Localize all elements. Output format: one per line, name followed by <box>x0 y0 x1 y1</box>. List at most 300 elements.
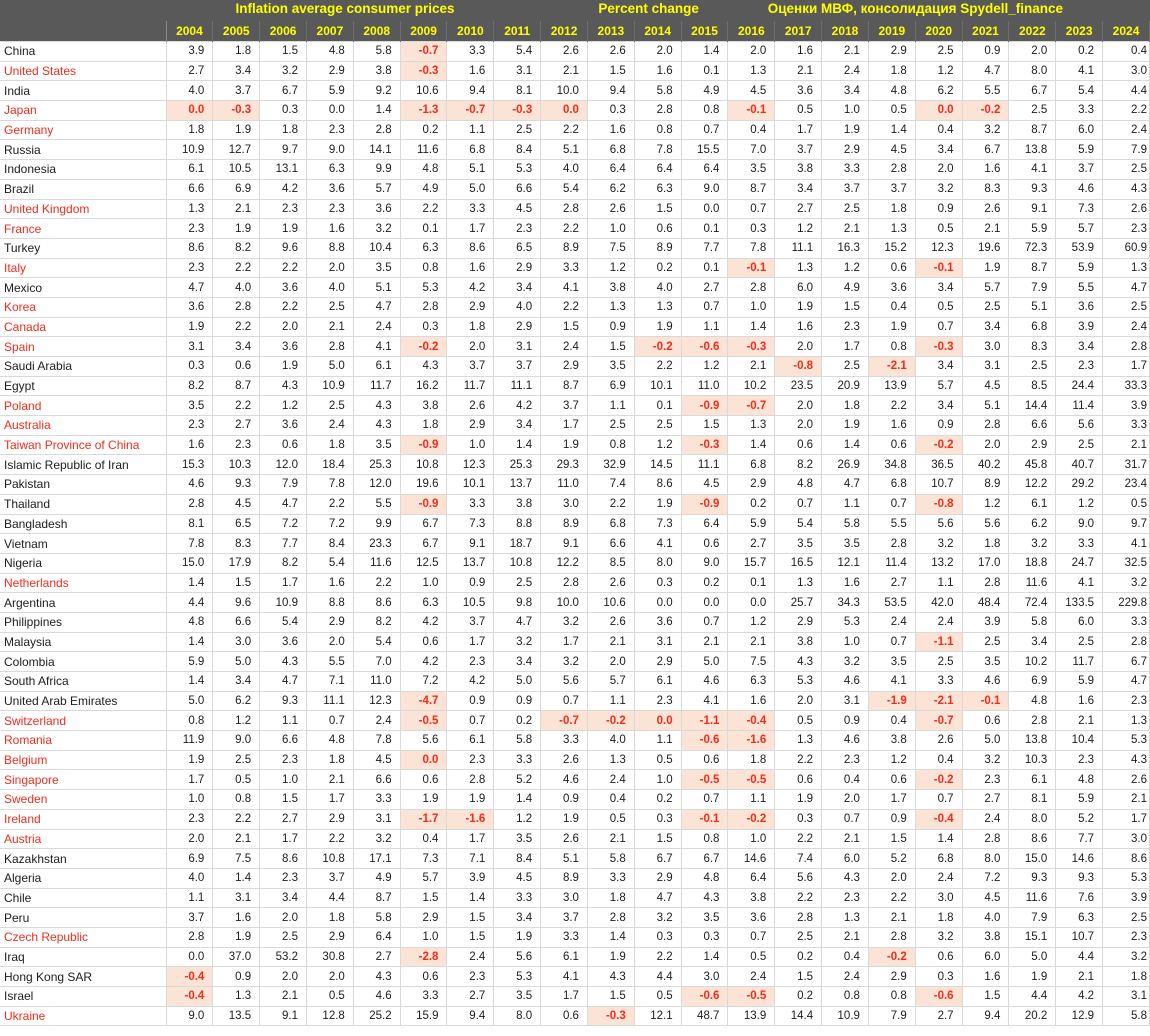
value-cell: 3.5 <box>353 435 400 455</box>
value-cell: -0.7 <box>728 396 775 416</box>
value-cell: 1.0 <box>822 632 869 652</box>
value-cell: 0.3 <box>587 101 634 121</box>
value-cell: -0.4 <box>166 967 213 987</box>
value-cell: 5.9 <box>728 514 775 534</box>
value-cell: 2.8 <box>587 908 634 928</box>
value-cell: 7.6 <box>1056 888 1103 908</box>
value-cell: 2.7 <box>962 790 1009 810</box>
value-cell: 3.4 <box>260 888 307 908</box>
value-cell: 0.0 <box>634 711 681 731</box>
value-cell: 2.8 <box>1103 337 1150 357</box>
value-cell: 12.3 <box>915 238 962 258</box>
value-cell: 7.9 <box>260 475 307 495</box>
value-cell: 1.9 <box>541 435 588 455</box>
value-cell: 2.5 <box>634 416 681 436</box>
value-cell: 13.7 <box>494 475 541 495</box>
value-cell: 1.3 <box>1103 711 1150 731</box>
value-cell: -0.6 <box>681 987 728 1007</box>
value-cell: 1.3 <box>728 61 775 81</box>
value-cell: 7.7 <box>1056 829 1103 849</box>
value-cell: -0.7 <box>541 711 588 731</box>
value-cell: 3.8 <box>775 160 822 180</box>
value-cell: 15.0 <box>1009 849 1056 869</box>
value-cell: 1.2 <box>634 435 681 455</box>
value-cell: 2.1 <box>1056 711 1103 731</box>
value-cell: 13.5 <box>213 1006 260 1026</box>
table-row <box>0 278 1150 298</box>
value-cell: 2.0 <box>728 42 775 62</box>
value-cell: 5.8 <box>634 81 681 101</box>
value-cell: 2.0 <box>306 258 353 278</box>
value-cell: 0.8 <box>868 337 915 357</box>
value-cell: 0.1 <box>681 258 728 278</box>
value-cell: -0.5 <box>681 770 728 790</box>
country-label: Hong Kong SAR <box>0 967 166 987</box>
value-cell: 5.3 <box>822 612 869 632</box>
value-cell: 3.5 <box>681 908 728 928</box>
table-row <box>0 947 1150 967</box>
value-cell: 0.6 <box>775 770 822 790</box>
value-cell: 2.9 <box>634 652 681 672</box>
value-cell: 11.1 <box>494 376 541 396</box>
value-cell: 15.1 <box>1009 927 1056 947</box>
value-cell: 10.8 <box>306 849 353 869</box>
year-header-2013: 2013 <box>587 21 634 42</box>
value-cell: 1.2 <box>260 396 307 416</box>
value-cell: 25.3 <box>353 455 400 475</box>
value-cell: 5.8 <box>822 514 869 534</box>
value-cell: 4.0 <box>541 160 588 180</box>
value-cell: 1.5 <box>260 42 307 62</box>
value-cell: 13.8 <box>1009 140 1056 160</box>
value-cell: 3.2 <box>915 179 962 199</box>
value-cell: 1.3 <box>587 750 634 770</box>
value-cell: 16.2 <box>400 376 447 396</box>
value-cell: 3.9 <box>166 42 213 62</box>
table-row <box>0 238 1150 258</box>
table-row <box>0 61 1150 81</box>
country-label: Philippines <box>0 612 166 632</box>
value-cell: 2.8 <box>634 101 681 121</box>
table-row <box>0 593 1150 613</box>
value-cell: 3.2 <box>541 652 588 672</box>
value-cell: 4.3 <box>353 967 400 987</box>
value-cell: 2.9 <box>447 297 494 317</box>
value-cell: 3.7 <box>822 179 869 199</box>
value-cell: 1.0 <box>166 790 213 810</box>
value-cell: 7.2 <box>306 514 353 534</box>
value-cell: 1.8 <box>1103 967 1150 987</box>
value-cell: 4.7 <box>634 888 681 908</box>
value-cell: 1.7 <box>1103 357 1150 377</box>
value-cell: 0.0 <box>681 199 728 219</box>
value-cell: 6.5 <box>494 238 541 258</box>
table-row <box>0 514 1150 534</box>
value-cell: 4.9 <box>353 868 400 888</box>
value-cell: 8.0 <box>494 1006 541 1026</box>
value-cell: 4.7 <box>1103 672 1150 692</box>
table-row <box>0 317 1150 337</box>
value-cell: 0.2 <box>728 494 775 514</box>
value-cell: 6.8 <box>868 475 915 495</box>
country-label: China <box>0 42 166 62</box>
value-cell: 7.5 <box>213 849 260 869</box>
value-cell: 5.3 <box>494 967 541 987</box>
value-cell: 5.4 <box>494 42 541 62</box>
value-cell: 5.8 <box>1103 1006 1150 1026</box>
value-cell: 10.2 <box>728 376 775 396</box>
value-cell: 2.3 <box>166 219 213 239</box>
value-cell: -0.5 <box>728 770 775 790</box>
value-cell: 0.2 <box>494 711 541 731</box>
value-cell: 0.3 <box>634 809 681 829</box>
value-cell: 0.6 <box>260 435 307 455</box>
value-cell: 2.5 <box>822 357 869 377</box>
country-label: Turkey <box>0 238 166 258</box>
value-cell: 1.8 <box>962 534 1009 554</box>
value-cell: 4.1 <box>634 534 681 554</box>
value-cell: 2.7 <box>213 416 260 436</box>
value-cell: 2.4 <box>728 967 775 987</box>
value-cell: 7.0 <box>353 652 400 672</box>
value-cell: 0.6 <box>681 534 728 554</box>
value-cell: 4.7 <box>494 612 541 632</box>
value-cell: 1.8 <box>728 750 775 770</box>
value-cell: 4.2 <box>447 278 494 298</box>
value-cell: 8.4 <box>494 849 541 869</box>
value-cell: 2.2 <box>306 829 353 849</box>
value-cell: 0.6 <box>915 947 962 967</box>
table-row <box>0 81 1150 101</box>
value-cell: 2.1 <box>587 632 634 652</box>
value-cell: 10.4 <box>353 238 400 258</box>
value-cell: 36.5 <box>915 455 962 475</box>
value-cell: 5.1 <box>541 140 588 160</box>
value-cell: 1.1 <box>166 888 213 908</box>
value-cell: 5.6 <box>494 947 541 967</box>
value-cell: 2.8 <box>166 927 213 947</box>
value-cell: 4.8 <box>681 868 728 888</box>
value-cell: 4.0 <box>634 278 681 298</box>
value-cell: 2.1 <box>541 61 588 81</box>
value-cell: 4.7 <box>822 475 869 495</box>
value-cell: 1.7 <box>447 219 494 239</box>
value-cell: 2.3 <box>260 868 307 888</box>
value-cell: 14.1 <box>353 140 400 160</box>
value-cell: 5.1 <box>447 160 494 180</box>
title-imf-consolidation: Оценки МВФ, консолидация Spydell_finance <box>767 1 1064 16</box>
value-cell: 1.4 <box>681 42 728 62</box>
value-cell: 2.9 <box>306 927 353 947</box>
value-cell: 8.6 <box>1009 829 1056 849</box>
value-cell: 72.3 <box>1009 238 1056 258</box>
value-cell: 4.6 <box>822 672 869 692</box>
value-cell: 5.3 <box>494 160 541 180</box>
value-cell: -0.1 <box>915 258 962 278</box>
value-cell: 2.5 <box>775 927 822 947</box>
value-cell: 5.7 <box>353 179 400 199</box>
value-cell: 1.6 <box>447 61 494 81</box>
value-cell: 6.4 <box>634 160 681 180</box>
value-cell: 1.4 <box>166 573 213 593</box>
value-cell: 6.7 <box>634 849 681 869</box>
value-cell: 15.0 <box>166 553 213 573</box>
value-cell: 18.4 <box>306 455 353 475</box>
table-row <box>0 632 1150 652</box>
value-cell: 2.6 <box>1103 770 1150 790</box>
value-cell: 3.5 <box>353 258 400 278</box>
value-cell: 1.6 <box>1056 691 1103 711</box>
table-row <box>0 612 1150 632</box>
value-cell: 1.9 <box>260 357 307 377</box>
value-cell: 2.2 <box>541 120 588 140</box>
value-cell: 8.6 <box>260 849 307 869</box>
value-cell: 4.2 <box>260 179 307 199</box>
year-header-2017: 2017 <box>775 21 822 42</box>
value-cell: 4.0 <box>213 278 260 298</box>
country-label: Colombia <box>0 652 166 672</box>
value-cell: 4.0 <box>166 868 213 888</box>
value-cell: 1.2 <box>868 750 915 770</box>
year-header-2020: 2020 <box>915 21 962 42</box>
year-header-2023: 2023 <box>1056 21 1103 42</box>
value-cell: 8.8 <box>494 514 541 534</box>
value-cell: 3.4 <box>213 672 260 692</box>
value-cell: 5.1 <box>353 278 400 298</box>
value-cell: 2.2 <box>634 357 681 377</box>
value-cell: 15.9 <box>400 1006 447 1026</box>
value-cell: 3.9 <box>1056 317 1103 337</box>
value-cell: 2.1 <box>306 770 353 790</box>
value-cell: 4.3 <box>260 376 307 396</box>
value-cell: 10.4 <box>1056 731 1103 751</box>
value-cell: 24.7 <box>1056 553 1103 573</box>
value-cell: -0.4 <box>915 809 962 829</box>
value-cell: 3.2 <box>260 61 307 81</box>
country-label: Iraq <box>0 947 166 967</box>
country-label: Algeria <box>0 868 166 888</box>
value-cell: 6.4 <box>681 514 728 534</box>
value-cell: 2.9 <box>494 258 541 278</box>
value-cell: 5.0 <box>1009 947 1056 967</box>
table-row <box>0 672 1150 692</box>
value-cell: 9.3 <box>213 475 260 495</box>
value-cell: 4.5 <box>868 140 915 160</box>
value-cell: 2.3 <box>306 120 353 140</box>
value-cell: 9.0 <box>681 179 728 199</box>
value-cell: 0.8 <box>166 711 213 731</box>
value-cell: 0.0 <box>728 593 775 613</box>
value-cell: 5.0 <box>447 179 494 199</box>
value-cell: 4.3 <box>260 652 307 672</box>
value-cell: 6.8 <box>1009 317 1056 337</box>
value-cell: 1.7 <box>775 120 822 140</box>
table-row <box>0 908 1150 928</box>
value-cell: 7.1 <box>447 849 494 869</box>
value-cell: 4.7 <box>260 672 307 692</box>
value-cell: 3.7 <box>868 179 915 199</box>
value-cell: -0.5 <box>400 711 447 731</box>
value-cell: 4.1 <box>1103 534 1150 554</box>
value-cell: 0.6 <box>775 435 822 455</box>
value-cell: -0.2 <box>587 711 634 731</box>
value-cell: 6.6 <box>260 731 307 751</box>
value-cell: 11.0 <box>353 672 400 692</box>
value-cell: 2.4 <box>353 711 400 731</box>
year-header-2004: 2004 <box>166 21 213 42</box>
country-label: Ukraine <box>0 1006 166 1026</box>
value-cell: 3.6 <box>634 612 681 632</box>
table-row <box>0 750 1150 770</box>
value-cell: 30.8 <box>306 947 353 967</box>
value-cell: 1.1 <box>634 731 681 751</box>
value-cell: 8.6 <box>353 593 400 613</box>
value-cell: 13.2 <box>915 553 962 573</box>
value-cell: 2.9 <box>1009 435 1056 455</box>
value-cell: 5.8 <box>353 42 400 62</box>
value-cell: 4.7 <box>260 494 307 514</box>
country-label: Pakistan <box>0 475 166 495</box>
value-cell: 0.9 <box>213 967 260 987</box>
value-cell: 5.5 <box>306 652 353 672</box>
value-cell: 3.1 <box>822 691 869 711</box>
value-cell: 1.3 <box>213 987 260 1007</box>
value-cell: 7.1 <box>306 672 353 692</box>
value-cell: 2.0 <box>1009 42 1056 62</box>
value-cell: 7.9 <box>1009 278 1056 298</box>
value-cell: 1.3 <box>1103 258 1150 278</box>
value-cell: 4.3 <box>775 652 822 672</box>
country-label: Switzerland <box>0 711 166 731</box>
value-cell: 7.2 <box>400 672 447 692</box>
value-cell: 0.4 <box>728 120 775 140</box>
value-cell: 3.8 <box>400 396 447 416</box>
value-cell: 5.7 <box>915 376 962 396</box>
value-cell: 12.3 <box>447 455 494 475</box>
value-cell: 0.4 <box>822 770 869 790</box>
value-cell: 6.0 <box>822 849 869 869</box>
value-cell: 0.6 <box>681 750 728 770</box>
value-cell: -2.1 <box>868 357 915 377</box>
value-cell: 2.8 <box>962 573 1009 593</box>
value-cell: 8.6 <box>166 238 213 258</box>
value-cell: -0.2 <box>868 947 915 967</box>
value-cell: 5.9 <box>1056 140 1103 160</box>
value-cell: 12.3 <box>353 691 400 711</box>
value-cell: 53.5 <box>868 593 915 613</box>
value-cell: 3.7 <box>306 868 353 888</box>
value-cell: 4.0 <box>962 908 1009 928</box>
table-row <box>0 416 1150 436</box>
value-cell: 10.0 <box>541 593 588 613</box>
value-cell: 1.6 <box>213 908 260 928</box>
value-cell: 6.9 <box>166 849 213 869</box>
year-header-2007: 2007 <box>306 21 353 42</box>
country-label: Czech Republic <box>0 927 166 947</box>
value-cell: 3.3 <box>915 672 962 692</box>
value-cell: 1.5 <box>541 317 588 337</box>
value-cell: 0.2 <box>634 790 681 810</box>
value-cell: 0.1 <box>728 573 775 593</box>
value-cell: 0.5 <box>775 101 822 121</box>
value-cell: 2.2 <box>213 396 260 416</box>
value-cell: 3.3 <box>541 258 588 278</box>
value-cell: 5.4 <box>1056 81 1103 101</box>
value-cell: 1.9 <box>775 297 822 317</box>
value-cell: 14.4 <box>775 1006 822 1026</box>
value-cell: 33.3 <box>1103 376 1150 396</box>
value-cell: 8.1 <box>494 81 541 101</box>
value-cell: -0.2 <box>634 337 681 357</box>
value-cell: 5.6 <box>962 514 1009 534</box>
value-cell: 19.6 <box>962 238 1009 258</box>
value-cell: 4.5 <box>353 750 400 770</box>
value-cell: 6.2 <box>213 691 260 711</box>
value-cell: 10.1 <box>447 475 494 495</box>
value-cell: 3.6 <box>260 278 307 298</box>
value-cell: 1.7 <box>306 790 353 810</box>
value-cell: 2.9 <box>447 416 494 436</box>
country-label: Islamic Republic of Iran <box>0 455 166 475</box>
value-cell: 2.0 <box>775 337 822 357</box>
value-cell: 2.3 <box>822 888 869 908</box>
value-cell: 7.3 <box>400 849 447 869</box>
value-cell: 15.3 <box>166 455 213 475</box>
value-cell: 0.4 <box>868 297 915 317</box>
value-cell: 6.0 <box>962 947 1009 967</box>
value-cell: 2.7 <box>915 1006 962 1026</box>
value-cell: 6.7 <box>681 849 728 869</box>
value-cell: 0.9 <box>541 790 588 810</box>
value-cell: 1.9 <box>1009 967 1056 987</box>
value-cell: 5.5 <box>1056 278 1103 298</box>
table-row <box>0 790 1150 810</box>
value-cell: 2.2 <box>587 494 634 514</box>
value-cell: 8.8 <box>306 593 353 613</box>
value-cell: 3.2 <box>353 219 400 239</box>
table-row <box>0 927 1150 947</box>
value-cell: 3.4 <box>775 179 822 199</box>
value-cell: 3.4 <box>494 278 541 298</box>
value-cell: 3.2 <box>962 120 1009 140</box>
country-label: Peru <box>0 908 166 928</box>
value-cell: 1.3 <box>587 297 634 317</box>
value-cell: 2.1 <box>728 357 775 377</box>
value-cell: 3.2 <box>915 927 962 947</box>
value-cell: 1.8 <box>447 317 494 337</box>
value-cell: 4.1 <box>541 967 588 987</box>
value-cell: 0.7 <box>915 317 962 337</box>
value-cell: 0.9 <box>868 809 915 829</box>
value-cell: 3.5 <box>494 987 541 1007</box>
value-cell: 34.8 <box>868 455 915 475</box>
value-cell: 8.7 <box>213 376 260 396</box>
value-cell: 9.6 <box>213 593 260 613</box>
country-label: Kazakhstan <box>0 849 166 869</box>
value-cell: 8.4 <box>494 140 541 160</box>
value-cell: 6.6 <box>353 770 400 790</box>
table-row <box>0 731 1150 751</box>
value-cell: 1.9 <box>400 790 447 810</box>
value-cell: 32.5 <box>1103 553 1150 573</box>
value-cell: 5.9 <box>1056 672 1103 692</box>
value-cell: 4.2 <box>400 612 447 632</box>
value-cell: 0.0 <box>634 593 681 613</box>
value-cell: 1.9 <box>494 927 541 947</box>
value-cell: 1.2 <box>915 61 962 81</box>
value-cell: 3.4 <box>494 416 541 436</box>
value-cell: 1.4 <box>587 927 634 947</box>
